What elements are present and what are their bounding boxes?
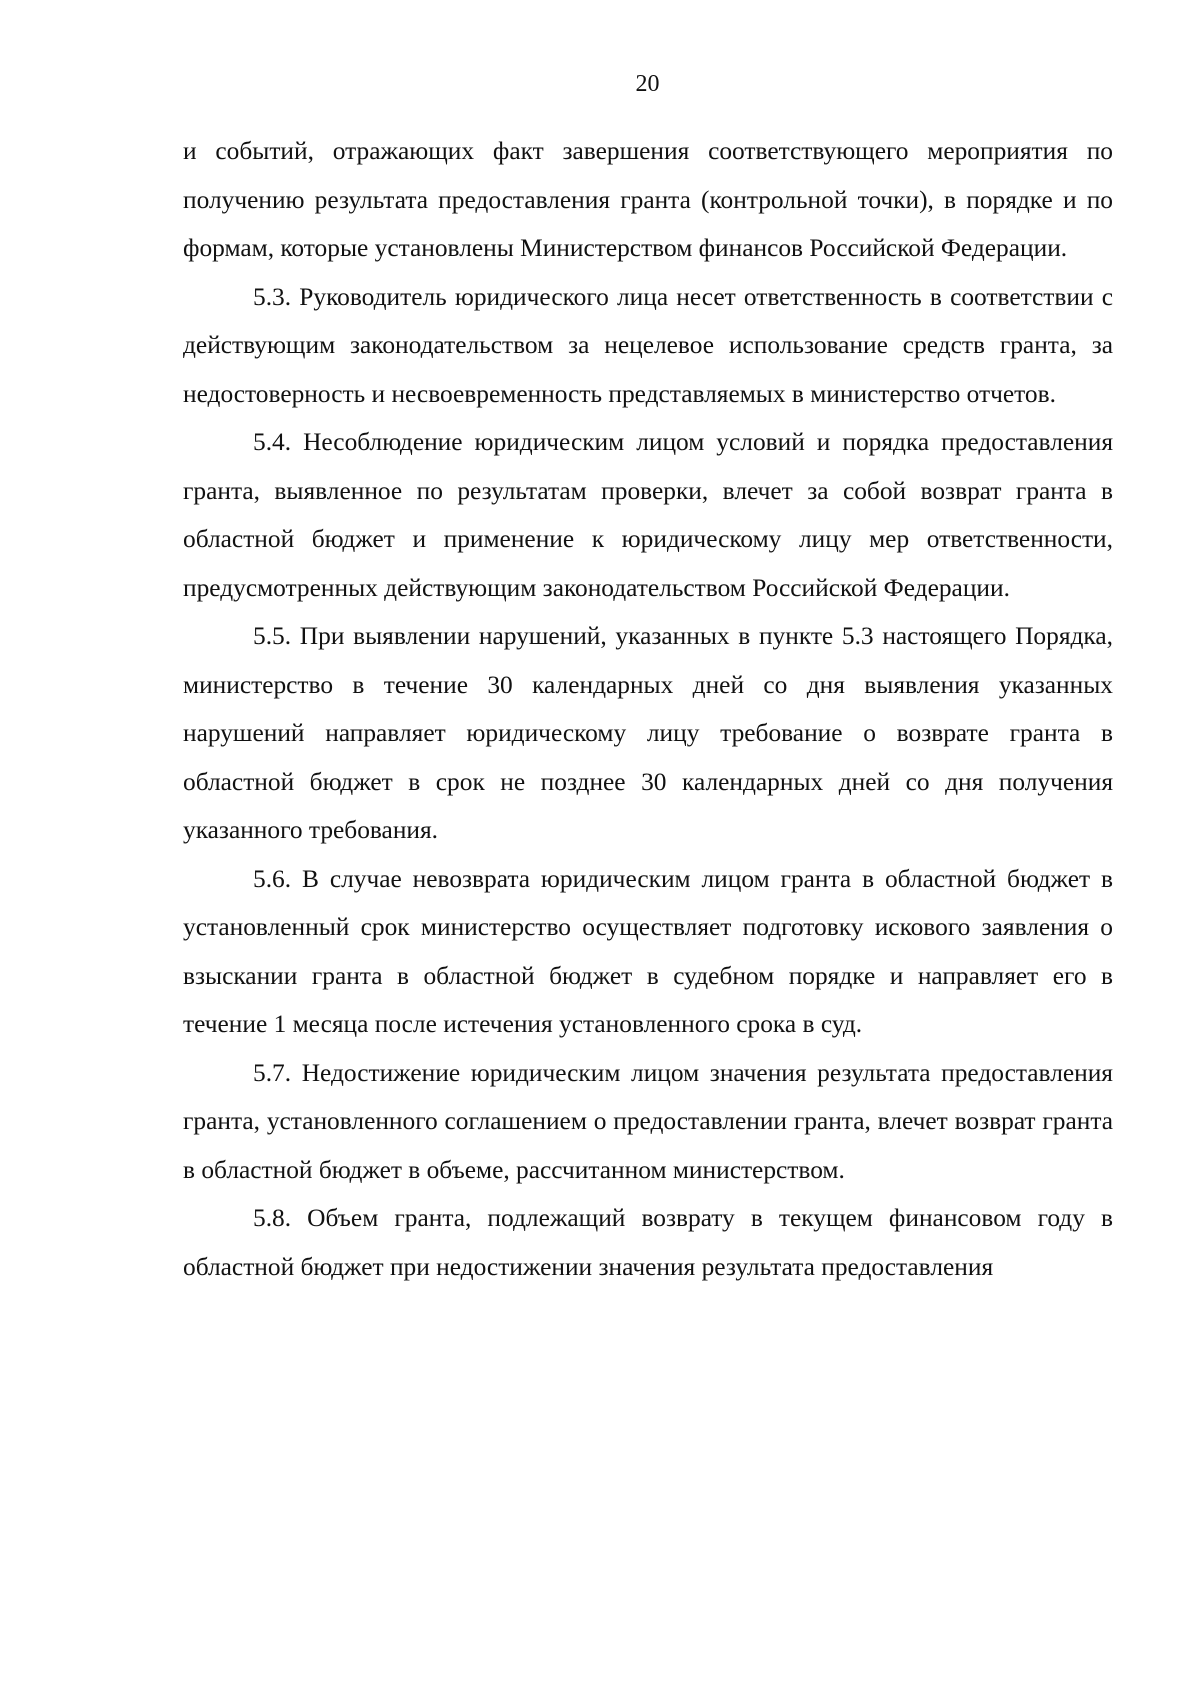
document-body [183,127,1113,1291]
paragraph-5-4: 5.4. Несоблюдение юридическим лицом условий и порядка предоставления гранта, выявленное по результатам проверки, влечет за собой возврат гранта в областной бюджет и применение к юридическому лицу мер ответственности, предусмотренных действующим законодательством Российской Федерации. [183,428,1113,602]
paragraph-5-5: 5.5. При выявлении нарушений, указанных в пункте 5.3 настоящего Порядка, министерство в течение 30 календарных дней со дня выявления указанных нарушений направляет юридическому лицу требование о возврате гранта в областной бюджет в срок не позднее 30 календарных дней со дня получения указанного требования. [183,622,1113,844]
page-number: 20 [635,71,660,97]
paragraph-5-6: 5.6. В случае невозврата юридическим лицом гранта в областной бюджет в установленный срок министерство осуществляет подготовку искового заявления о взыскании гранта в областной бюджет в судебном порядке и направляет его в течение 1 месяца после истечения установленного срока в суд. [183,864,1113,1038]
paragraph-continuation: и событий, отражающих факт завершения соответствующего мероприятия по получению результата предоставления гранта (контрольной точки), в порядке и по формам, которые установлены Министерством финансов Российской Федерации. [183,137,1113,262]
paragraph-5-3: 5.3. Руководитель юридического лица несет ответственность в соответствии с действующим законодательством за нецелевое использование средств гранта, за недостоверность и несвоевременность представляемых в министерство отчетов. [183,282,1113,408]
paragraph-5-7: 5.7. Недостижение юридическим лицом значения результата предоставления гранта, установленного соглашением о предоставлении гранта, влечет возврат гранта в областной бюджет в объеме, рассчитанном министерством. [183,1058,1113,1184]
paragraph-5-8: 5.8. Объем гранта, подлежащий возврату в текущем финансовом году в областной бюджет при недостижении значения результата предоставления [183,1204,1113,1281]
